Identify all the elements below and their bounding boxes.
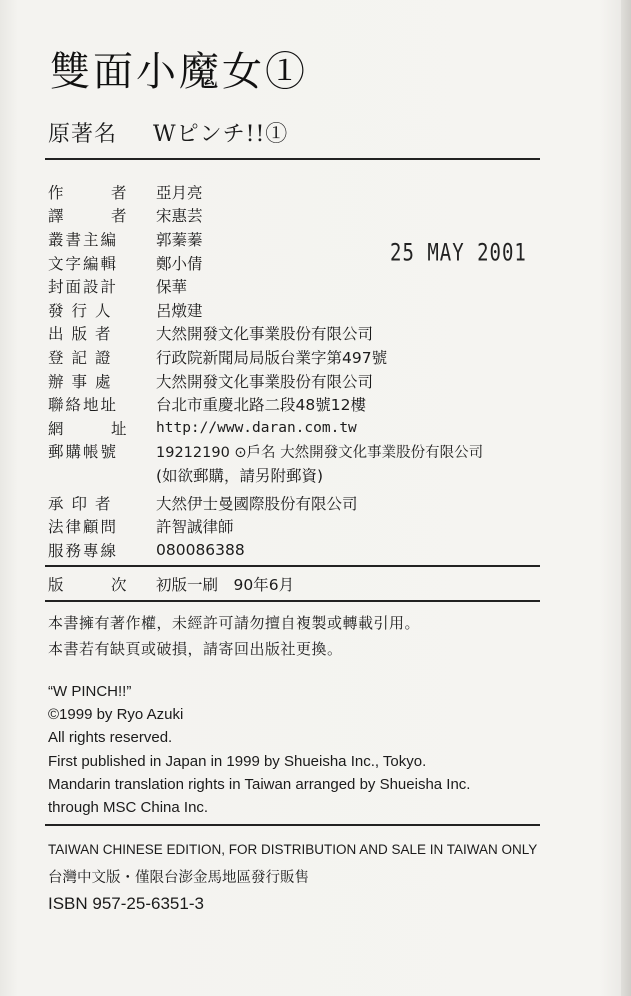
credit-value: 080086388 [156, 540, 245, 559]
credit-label: 網 址 [48, 419, 143, 438]
credit-row [48, 322, 568, 346]
credit-value: 大然伊士曼國際股份有限公司 [156, 494, 358, 513]
credit-label: 作 者 [48, 183, 143, 202]
website-value: http://www.daran.com.tw [156, 419, 357, 436]
credit-label: 文字編輯 [48, 254, 119, 273]
copyright-block [48, 680, 470, 819]
credit-label: 譯 者 [48, 207, 143, 226]
credit-label: 登記證 [48, 348, 119, 367]
credit-row [48, 369, 568, 393]
credit-value: 19212190 ⊙戶名 大然開發文化事業股份有限公司 [156, 444, 484, 461]
copyright-line: “W PINCH!!” [48, 683, 132, 700]
credit-label: 發行人 [48, 301, 119, 320]
divider-top [45, 158, 540, 160]
credit-row [48, 416, 568, 440]
divider-edition-bottom [45, 600, 540, 602]
isbn: ISBN 957-25-6351-3 [48, 894, 204, 913]
credit-row [48, 514, 568, 538]
credit-value: 大然開發文化事業股份有限公司 [156, 325, 374, 344]
copyright-notice: 本書擁有著作權，未經許可請勿擅自複製或轉載引用。 [48, 614, 421, 632]
book-title: 雙面小魔女① [50, 49, 308, 95]
credit-row [48, 538, 568, 562]
credit-label: 叢書主編 [48, 230, 119, 249]
original-title-line [48, 117, 288, 148]
credit-label: 出版者 [48, 325, 119, 344]
date-stamp: 25 MAY 2001 [390, 239, 527, 267]
credit-value: (如欲郵購，請另附郵資) [156, 466, 324, 485]
credit-label: 封面設計 [48, 278, 119, 297]
credit-row [48, 345, 568, 369]
credit-row [48, 491, 568, 515]
credit-value: 大然開發文化事業股份有限公司 [156, 372, 374, 391]
original-title-label: 原著名 [48, 122, 118, 147]
credit-value: 許智誠律師 [156, 518, 234, 537]
copyright-line: First published in Japan in 1999 by Shueisha Inc., Tokyo. [48, 752, 427, 770]
credit-label: 聯絡地址 [48, 396, 119, 415]
credit-row [48, 392, 568, 416]
edition-value: 初版一刷 90年6月 [156, 576, 295, 594]
credit-value: 呂燉建 [156, 301, 203, 320]
credit-label: 郵購帳號 [48, 443, 119, 462]
credit-row [48, 463, 568, 487]
credit-value: 鄭小倩 [156, 254, 203, 273]
credit-label: 服務專線 [48, 541, 119, 560]
credit-value: 亞月亮 [156, 183, 203, 202]
copyright-line: All rights reserved. [48, 729, 173, 747]
copyright-line: Mandarin translation rights in Taiwan arranged by Shueisha Inc. [48, 775, 471, 793]
copyright-line: through MSC China Inc. [48, 798, 209, 816]
credit-value: 台北市重慶北路二段48號12樓 [156, 396, 366, 415]
divider-edition-top [45, 565, 540, 567]
credit-row [48, 440, 568, 464]
credit-row [48, 274, 568, 298]
original-title: Wピンチ!!① [153, 122, 289, 147]
credit-row [48, 298, 568, 322]
credit-label: 法律顧問 [48, 518, 119, 537]
credit-value: 宋惠芸 [156, 207, 203, 226]
divider-distribution [45, 824, 540, 826]
credit-row [48, 180, 568, 204]
credit-value: 行政院新聞局局版台業字第497號 [156, 348, 388, 367]
edition-row [48, 573, 294, 595]
replacement-notice: 本書若有缺頁或破損，請寄回出版社更換。 [48, 640, 343, 658]
copyright-line: ©1999 by Ryo Azuki [48, 706, 184, 724]
edition-label: 版 次 [48, 576, 143, 594]
credit-label: 承印者 [48, 494, 119, 513]
credit-value: 保華 [156, 278, 188, 297]
distribution-chinese: 台灣中文版・僅限台澎金馬地區發行販售 [48, 870, 309, 886]
page-edge [621, 0, 631, 996]
distribution-english: TAIWAN CHINESE EDITION, FOR DISTRIBUTION AND SALE IN TAIWAN ONLY [48, 842, 538, 857]
credit-label: 辦事處 [48, 372, 119, 391]
credit-row [48, 204, 568, 228]
credits-list [48, 180, 568, 562]
credit-value: 郭蓁蓁 [156, 230, 203, 249]
